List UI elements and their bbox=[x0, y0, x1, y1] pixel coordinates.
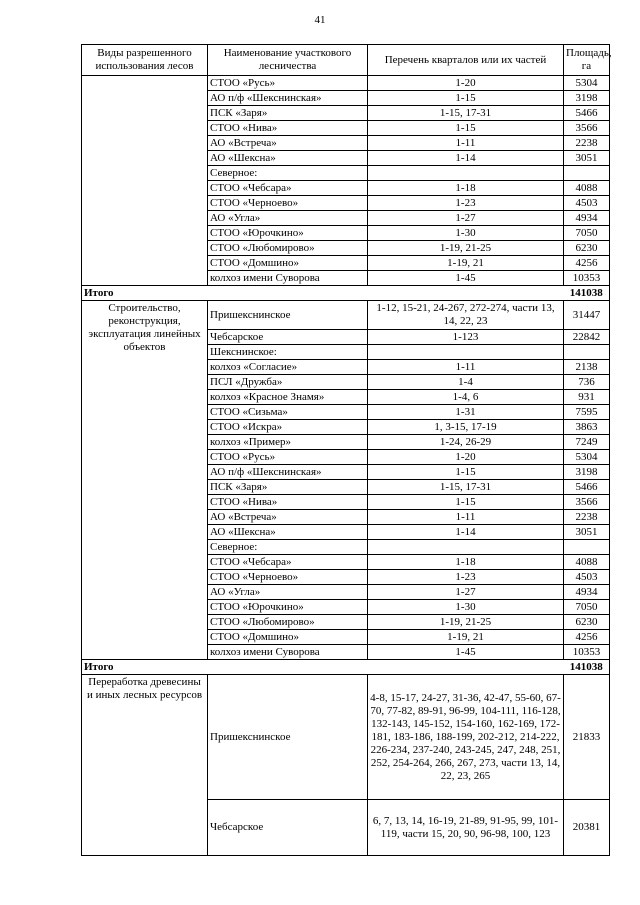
total-row bbox=[82, 660, 610, 675]
area-cell: 2238 bbox=[564, 510, 610, 525]
table-body bbox=[82, 76, 610, 856]
area-cell: 22842 bbox=[564, 330, 610, 345]
forestry-name-cell: АО п/ф «Шекснинская» bbox=[208, 91, 368, 106]
quarters-cell: 1-27 bbox=[368, 585, 564, 600]
area-cell: 7595 bbox=[564, 405, 610, 420]
quarters-cell bbox=[368, 540, 564, 555]
quarters-cell: 1-27 bbox=[368, 211, 564, 226]
header-area: Площадь, га bbox=[564, 45, 610, 76]
area-cell: 4934 bbox=[564, 211, 610, 226]
quarters-cell: 1-12, 15-21, 24-267, 272-274, части 13, 14, 22, 23 bbox=[368, 301, 564, 330]
forestry-name-cell: колхоз «Согласие» bbox=[208, 360, 368, 375]
quarters-cell: 1-11 bbox=[368, 510, 564, 525]
forest-use-table bbox=[81, 44, 610, 856]
quarters-cell: 1-30 bbox=[368, 226, 564, 241]
quarters-cell: 1-4 bbox=[368, 375, 564, 390]
quarters-cell: 1-31 bbox=[368, 405, 564, 420]
area-cell: 5466 bbox=[564, 480, 610, 495]
forestry-name-cell: СТОО «Юрочкино» bbox=[208, 600, 368, 615]
area-cell: 5304 bbox=[564, 450, 610, 465]
total-spacer bbox=[208, 660, 564, 675]
forestry-name-cell: АО п/ф «Шекснинская» bbox=[208, 465, 368, 480]
forestry-name-cell: СТОО «Сизьма» bbox=[208, 405, 368, 420]
quarters-cell: 4-8, 15-17, 24-27, 31-36, 42-47, 55-60, 67-70, 77-82, 89-91, 96-99, 104-111, 116-128, 132-143, 145-152, 154-160, 162-169, 172-181, 183-186, 188-199, 202-212, 214-222, 226-234, 237-240, 243-245, 247, 248, 251, 252, 254-264, 266, 267, 273, части 13, 14, 22, 23, 265 bbox=[368, 675, 564, 800]
quarters-cell: 1-19, 21 bbox=[368, 256, 564, 271]
table-row bbox=[82, 301, 610, 330]
area-cell: 7050 bbox=[564, 226, 610, 241]
forestry-name-cell: АО «Угла» bbox=[208, 585, 368, 600]
quarters-cell: 1-15 bbox=[368, 495, 564, 510]
area-cell: 3198 bbox=[564, 91, 610, 106]
area-cell: 6230 bbox=[564, 615, 610, 630]
quarters-cell: 1-19, 21-25 bbox=[368, 241, 564, 256]
area-cell: 2138 bbox=[564, 360, 610, 375]
forestry-name-cell: СТОО «Искра» bbox=[208, 420, 368, 435]
quarters-cell: 1-14 bbox=[368, 151, 564, 166]
forestry-name-cell: СТОО «Чебсара» bbox=[208, 555, 368, 570]
total-label: Итого bbox=[82, 660, 208, 675]
forestry-name-cell: СТОО «Черноево» bbox=[208, 570, 368, 585]
area-cell: 5466 bbox=[564, 106, 610, 121]
use-type-cell: Строительство, реконструкция, эксплуатация линейных объектов bbox=[82, 301, 208, 660]
quarters-cell: 1-19, 21 bbox=[368, 630, 564, 645]
quarters-cell: 1-20 bbox=[368, 450, 564, 465]
forestry-name-cell: ПСК «Заря» bbox=[208, 480, 368, 495]
area-cell bbox=[564, 166, 610, 181]
quarters-cell: 1-19, 21-25 bbox=[368, 615, 564, 630]
forestry-name-cell: ПСЛ «Дружба» bbox=[208, 375, 368, 390]
forestry-name-cell: Чебсарское bbox=[208, 330, 368, 345]
area-cell: 931 bbox=[564, 390, 610, 405]
quarters-cell: 1-15 bbox=[368, 465, 564, 480]
forestry-name-cell: колхоз имени Суворова bbox=[208, 645, 368, 660]
quarters-cell: 6, 7, 13, 14, 16-19, 21-89, 91-95, 99, 101-119, части 15, 20, 90, 96-98, 100, 123 bbox=[368, 800, 564, 856]
area-cell: 7249 bbox=[564, 435, 610, 450]
area-cell: 5304 bbox=[564, 76, 610, 91]
forestry-name-cell: СТОО «Черноево» bbox=[208, 196, 368, 211]
quarters-cell: 1-20 bbox=[368, 76, 564, 91]
quarters-cell: 1-15 bbox=[368, 121, 564, 136]
quarters-cell: 1-11 bbox=[368, 136, 564, 151]
forestry-name-cell: СТОО «Любомирово» bbox=[208, 241, 368, 256]
quarters-cell: 1-45 bbox=[368, 645, 564, 660]
table-row bbox=[82, 675, 610, 800]
quarters-cell: 1-23 bbox=[368, 570, 564, 585]
table-header-row bbox=[82, 45, 610, 76]
quarters-cell: 1-45 bbox=[368, 271, 564, 286]
forestry-name-cell: Пришекснинское bbox=[208, 675, 368, 800]
forestry-name-cell: колхоз «Красное Знамя» bbox=[208, 390, 368, 405]
forestry-name-cell: СТОО «Русь» bbox=[208, 76, 368, 91]
area-cell: 21833 bbox=[564, 675, 610, 800]
forestry-name-cell: колхоз имени Суворова bbox=[208, 271, 368, 286]
area-cell: 3051 bbox=[564, 151, 610, 166]
area-cell: 4503 bbox=[564, 196, 610, 211]
area-cell: 4934 bbox=[564, 585, 610, 600]
total-value: 141038 bbox=[564, 286, 610, 301]
page-number: 41 bbox=[314, 14, 326, 26]
table-row bbox=[82, 76, 610, 91]
forestry-name-cell: ПСК «Заря» bbox=[208, 106, 368, 121]
area-cell: 3051 bbox=[564, 525, 610, 540]
area-cell: 7050 bbox=[564, 600, 610, 615]
forestry-name-cell: Шекснинское: bbox=[208, 345, 368, 360]
header-forestry: Наименование участкового лесничества bbox=[208, 45, 368, 76]
header-quarters: Перечень кварталов или их частей bbox=[368, 45, 564, 76]
forestry-name-cell: СТОО «Нива» bbox=[208, 495, 368, 510]
forestry-name-cell: АО «Шексна» bbox=[208, 151, 368, 166]
forestry-name-cell: СТОО «Чебсара» bbox=[208, 181, 368, 196]
area-cell: 20381 bbox=[564, 800, 610, 856]
header-use: Виды разрешенного использования лесов bbox=[82, 45, 208, 76]
total-value: 141038 bbox=[564, 660, 610, 675]
forestry-name-cell: СТОО «Нива» bbox=[208, 121, 368, 136]
total-spacer bbox=[208, 286, 564, 301]
quarters-cell bbox=[368, 345, 564, 360]
use-type-cell: Переработка древесины и иных лесных ресурсов bbox=[82, 675, 208, 856]
quarters-cell: 1-15, 17-31 bbox=[368, 106, 564, 121]
forestry-name-cell: колхоз «Пример» bbox=[208, 435, 368, 450]
forestry-name-cell: Северное: bbox=[208, 166, 368, 181]
forestry-name-cell: Чебсарское bbox=[208, 800, 368, 856]
area-cell: 6230 bbox=[564, 241, 610, 256]
forestry-name-cell: Северное: bbox=[208, 540, 368, 555]
quarters-cell: 1-23 bbox=[368, 196, 564, 211]
area-cell: 3566 bbox=[564, 495, 610, 510]
area-cell: 4256 bbox=[564, 256, 610, 271]
area-cell: 3198 bbox=[564, 465, 610, 480]
area-cell: 4088 bbox=[564, 181, 610, 196]
area-cell: 4088 bbox=[564, 555, 610, 570]
area-cell bbox=[564, 540, 610, 555]
quarters-cell: 1-15 bbox=[368, 91, 564, 106]
area-cell: 4256 bbox=[564, 630, 610, 645]
forestry-name-cell: СТОО «Любомирово» bbox=[208, 615, 368, 630]
quarters-cell: 1, 3-15, 17-19 bbox=[368, 420, 564, 435]
quarters-cell: 1-24, 26-29 bbox=[368, 435, 564, 450]
total-label: Итого bbox=[82, 286, 208, 301]
quarters-cell: 1-4, 6 bbox=[368, 390, 564, 405]
quarters-cell: 1-15, 17-31 bbox=[368, 480, 564, 495]
quarters-cell: 1-18 bbox=[368, 555, 564, 570]
area-cell: 31447 bbox=[564, 301, 610, 330]
quarters-cell bbox=[368, 166, 564, 181]
forestry-name-cell: АО «Шексна» bbox=[208, 525, 368, 540]
area-cell: 10353 bbox=[564, 645, 610, 660]
quarters-cell: 1-11 bbox=[368, 360, 564, 375]
forestry-name-cell: СТОО «Домшино» bbox=[208, 256, 368, 271]
total-row bbox=[82, 286, 610, 301]
area-cell: 736 bbox=[564, 375, 610, 390]
forestry-name-cell: СТОО «Русь» bbox=[208, 450, 368, 465]
area-cell: 3863 bbox=[564, 420, 610, 435]
forestry-name-cell: СТОО «Юрочкино» bbox=[208, 226, 368, 241]
forestry-name-cell: АО «Угла» bbox=[208, 211, 368, 226]
quarters-cell: 1-14 bbox=[368, 525, 564, 540]
quarters-cell: 1-18 bbox=[368, 181, 564, 196]
forestry-name-cell: Пришекснинское bbox=[208, 301, 368, 330]
forestry-name-cell: АО «Встреча» bbox=[208, 136, 368, 151]
area-cell bbox=[564, 345, 610, 360]
forestry-name-cell: СТОО «Домшино» bbox=[208, 630, 368, 645]
quarters-cell: 1-123 bbox=[368, 330, 564, 345]
area-cell: 3566 bbox=[564, 121, 610, 136]
area-cell: 4503 bbox=[564, 570, 610, 585]
forestry-name-cell: АО «Встреча» bbox=[208, 510, 368, 525]
area-cell: 2238 bbox=[564, 136, 610, 151]
use-type-cell bbox=[82, 76, 208, 286]
area-cell: 10353 bbox=[564, 271, 610, 286]
quarters-cell: 1-30 bbox=[368, 600, 564, 615]
